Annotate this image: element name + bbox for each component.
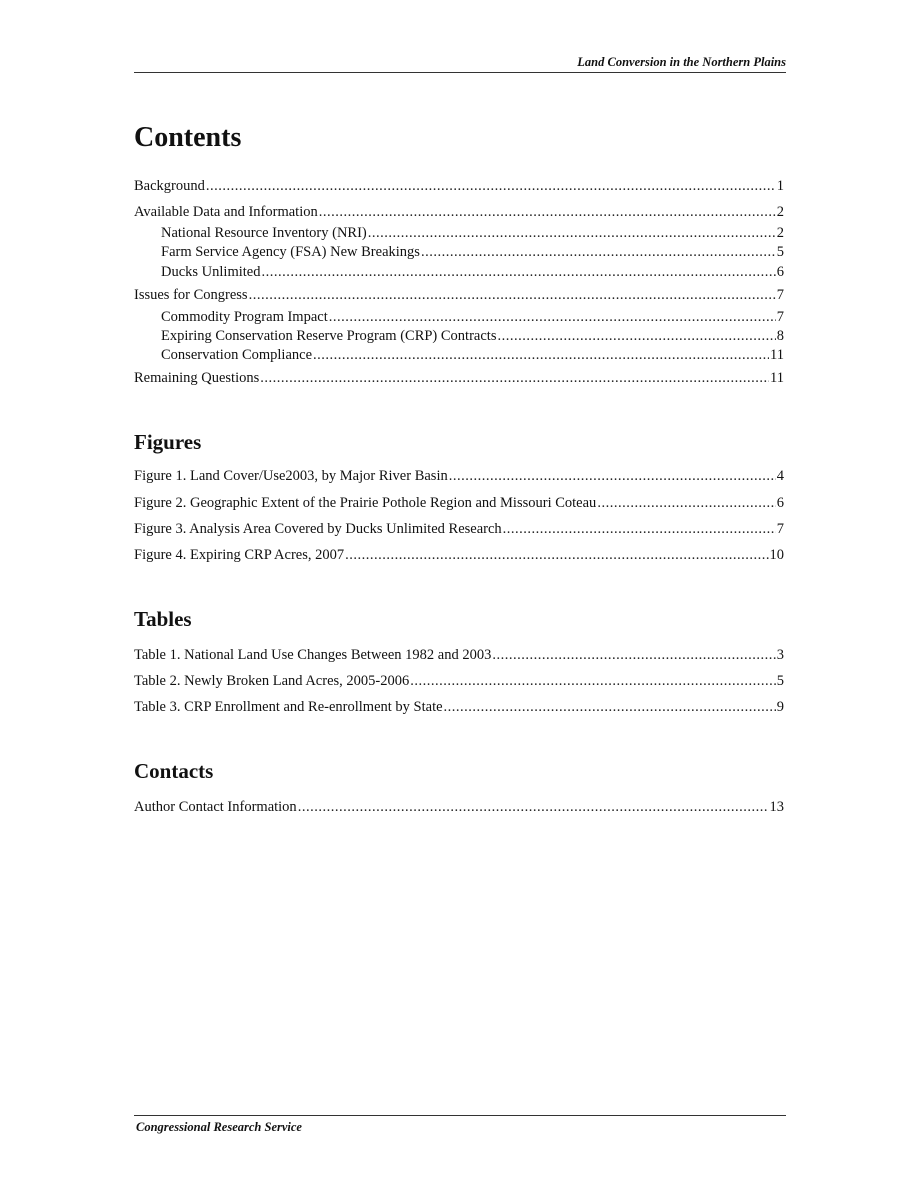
dot-leader <box>410 672 776 691</box>
toc-entry-label: Remaining Questions <box>134 370 260 386</box>
header-rule <box>134 72 786 73</box>
toc-entry-label: Figure 3. Analysis Area Covered by Ducks Unlimited Research <box>134 521 502 537</box>
contact-entry[interactable] <box>134 798 784 817</box>
toc-entry-label: Expiring Conservation Reserve Program (CRP) Contracts <box>161 328 497 344</box>
toc-entry-label: Figure 1. Land Cover/Use2003, by Major River Basin <box>134 468 448 484</box>
dot-leader <box>298 798 769 817</box>
toc-entry-page: 11 <box>770 370 784 386</box>
dot-leader <box>260 369 769 388</box>
toc-entry-page: 7 <box>776 521 784 537</box>
figure-entry[interactable] <box>134 546 784 565</box>
toc-entry-label: Figure 4. Expiring CRP Acres, 2007 <box>134 547 345 563</box>
toc-subentry[interactable] <box>161 243 784 262</box>
toc-entry-page: 9 <box>776 699 784 715</box>
dot-leader <box>421 243 776 262</box>
figure-entry[interactable] <box>134 467 784 486</box>
toc-entry-page: 7 <box>776 287 784 303</box>
toc-entry-label: Ducks Unlimited <box>161 264 261 280</box>
toc-entry-label: National Resource Inventory (NRI) <box>161 225 367 241</box>
toc-entry[interactable] <box>134 177 784 196</box>
dot-leader <box>368 224 776 243</box>
toc-entry-page: 1 <box>776 178 784 194</box>
dot-leader <box>261 263 775 282</box>
dot-leader <box>329 308 776 327</box>
running-header: Land Conversion in the Northern Plains <box>577 55 786 69</box>
toc-entry-page: 5 <box>776 244 784 260</box>
toc-entry-label: Author Contact Information <box>134 799 297 815</box>
table-entry[interactable] <box>134 698 784 717</box>
toc-subentry[interactable] <box>161 224 784 243</box>
table-entry[interactable] <box>134 672 784 691</box>
dot-leader <box>206 177 776 196</box>
figure-entry[interactable] <box>134 520 784 539</box>
toc-entry[interactable] <box>134 369 784 388</box>
toc-entry-page: 6 <box>776 264 784 280</box>
toc-subentry[interactable] <box>161 263 784 282</box>
toc-entry-page: 5 <box>776 673 784 689</box>
toc-subentry[interactable] <box>161 346 784 365</box>
tables-heading: Tables <box>134 607 192 631</box>
toc-entry-page: 3 <box>776 647 784 663</box>
dot-leader <box>319 203 776 222</box>
toc-entry-label: Available Data and Information <box>134 204 318 220</box>
toc-subentry[interactable] <box>161 327 784 346</box>
contacts-heading: Contacts <box>134 759 214 783</box>
toc-subentry[interactable] <box>161 308 784 327</box>
dot-leader <box>444 698 776 717</box>
toc-entry[interactable] <box>134 203 784 222</box>
toc-entry-page: 11 <box>770 347 784 363</box>
toc-entry-label: Background <box>134 178 205 194</box>
toc-entry-page: 8 <box>776 328 784 344</box>
dot-leader <box>503 520 776 539</box>
toc-entry-label: Table 3. CRP Enrollment and Re-enrollment by State <box>134 699 443 715</box>
toc-entry-label: Commodity Program Impact <box>161 309 328 325</box>
toc-entry-label: Conservation Compliance <box>161 347 313 363</box>
figure-entry[interactable] <box>134 494 784 513</box>
toc-entry-page: 13 <box>769 799 784 815</box>
toc-entry-label: Farm Service Agency (FSA) New Breakings <box>161 244 420 260</box>
figures-heading: Figures <box>134 430 202 454</box>
toc-entry-label: Issues for Congress <box>134 287 248 303</box>
dot-leader <box>497 327 775 346</box>
toc-entry-page: 4 <box>776 468 784 484</box>
dot-leader <box>249 286 776 305</box>
toc-entry-label: Figure 2. Geographic Extent of the Prairie Pothole Region and Missouri Coteau <box>134 495 597 511</box>
footer-rule <box>134 1115 786 1116</box>
toc-entry-page: 2 <box>776 225 784 241</box>
toc-entry-page: 7 <box>776 309 784 325</box>
dot-leader <box>313 346 769 365</box>
running-footer: Congressional Research Service <box>136 1120 302 1134</box>
toc-entry-label: Table 2. Newly Broken Land Acres, 2005-2006 <box>134 673 410 689</box>
dot-leader <box>449 467 776 486</box>
contents-heading: Contents <box>134 122 242 153</box>
table-entry[interactable] <box>134 646 784 665</box>
dot-leader <box>597 494 775 513</box>
toc-entry-page: 10 <box>769 547 784 563</box>
toc-entry-label: Table 1. National Land Use Changes Between 1982 and 2003 <box>134 647 492 663</box>
toc-entry-page: 2 <box>776 204 784 220</box>
toc-entry[interactable] <box>134 286 784 305</box>
toc-entry-page: 6 <box>776 495 784 511</box>
dot-leader <box>345 546 768 565</box>
dot-leader <box>492 646 775 665</box>
